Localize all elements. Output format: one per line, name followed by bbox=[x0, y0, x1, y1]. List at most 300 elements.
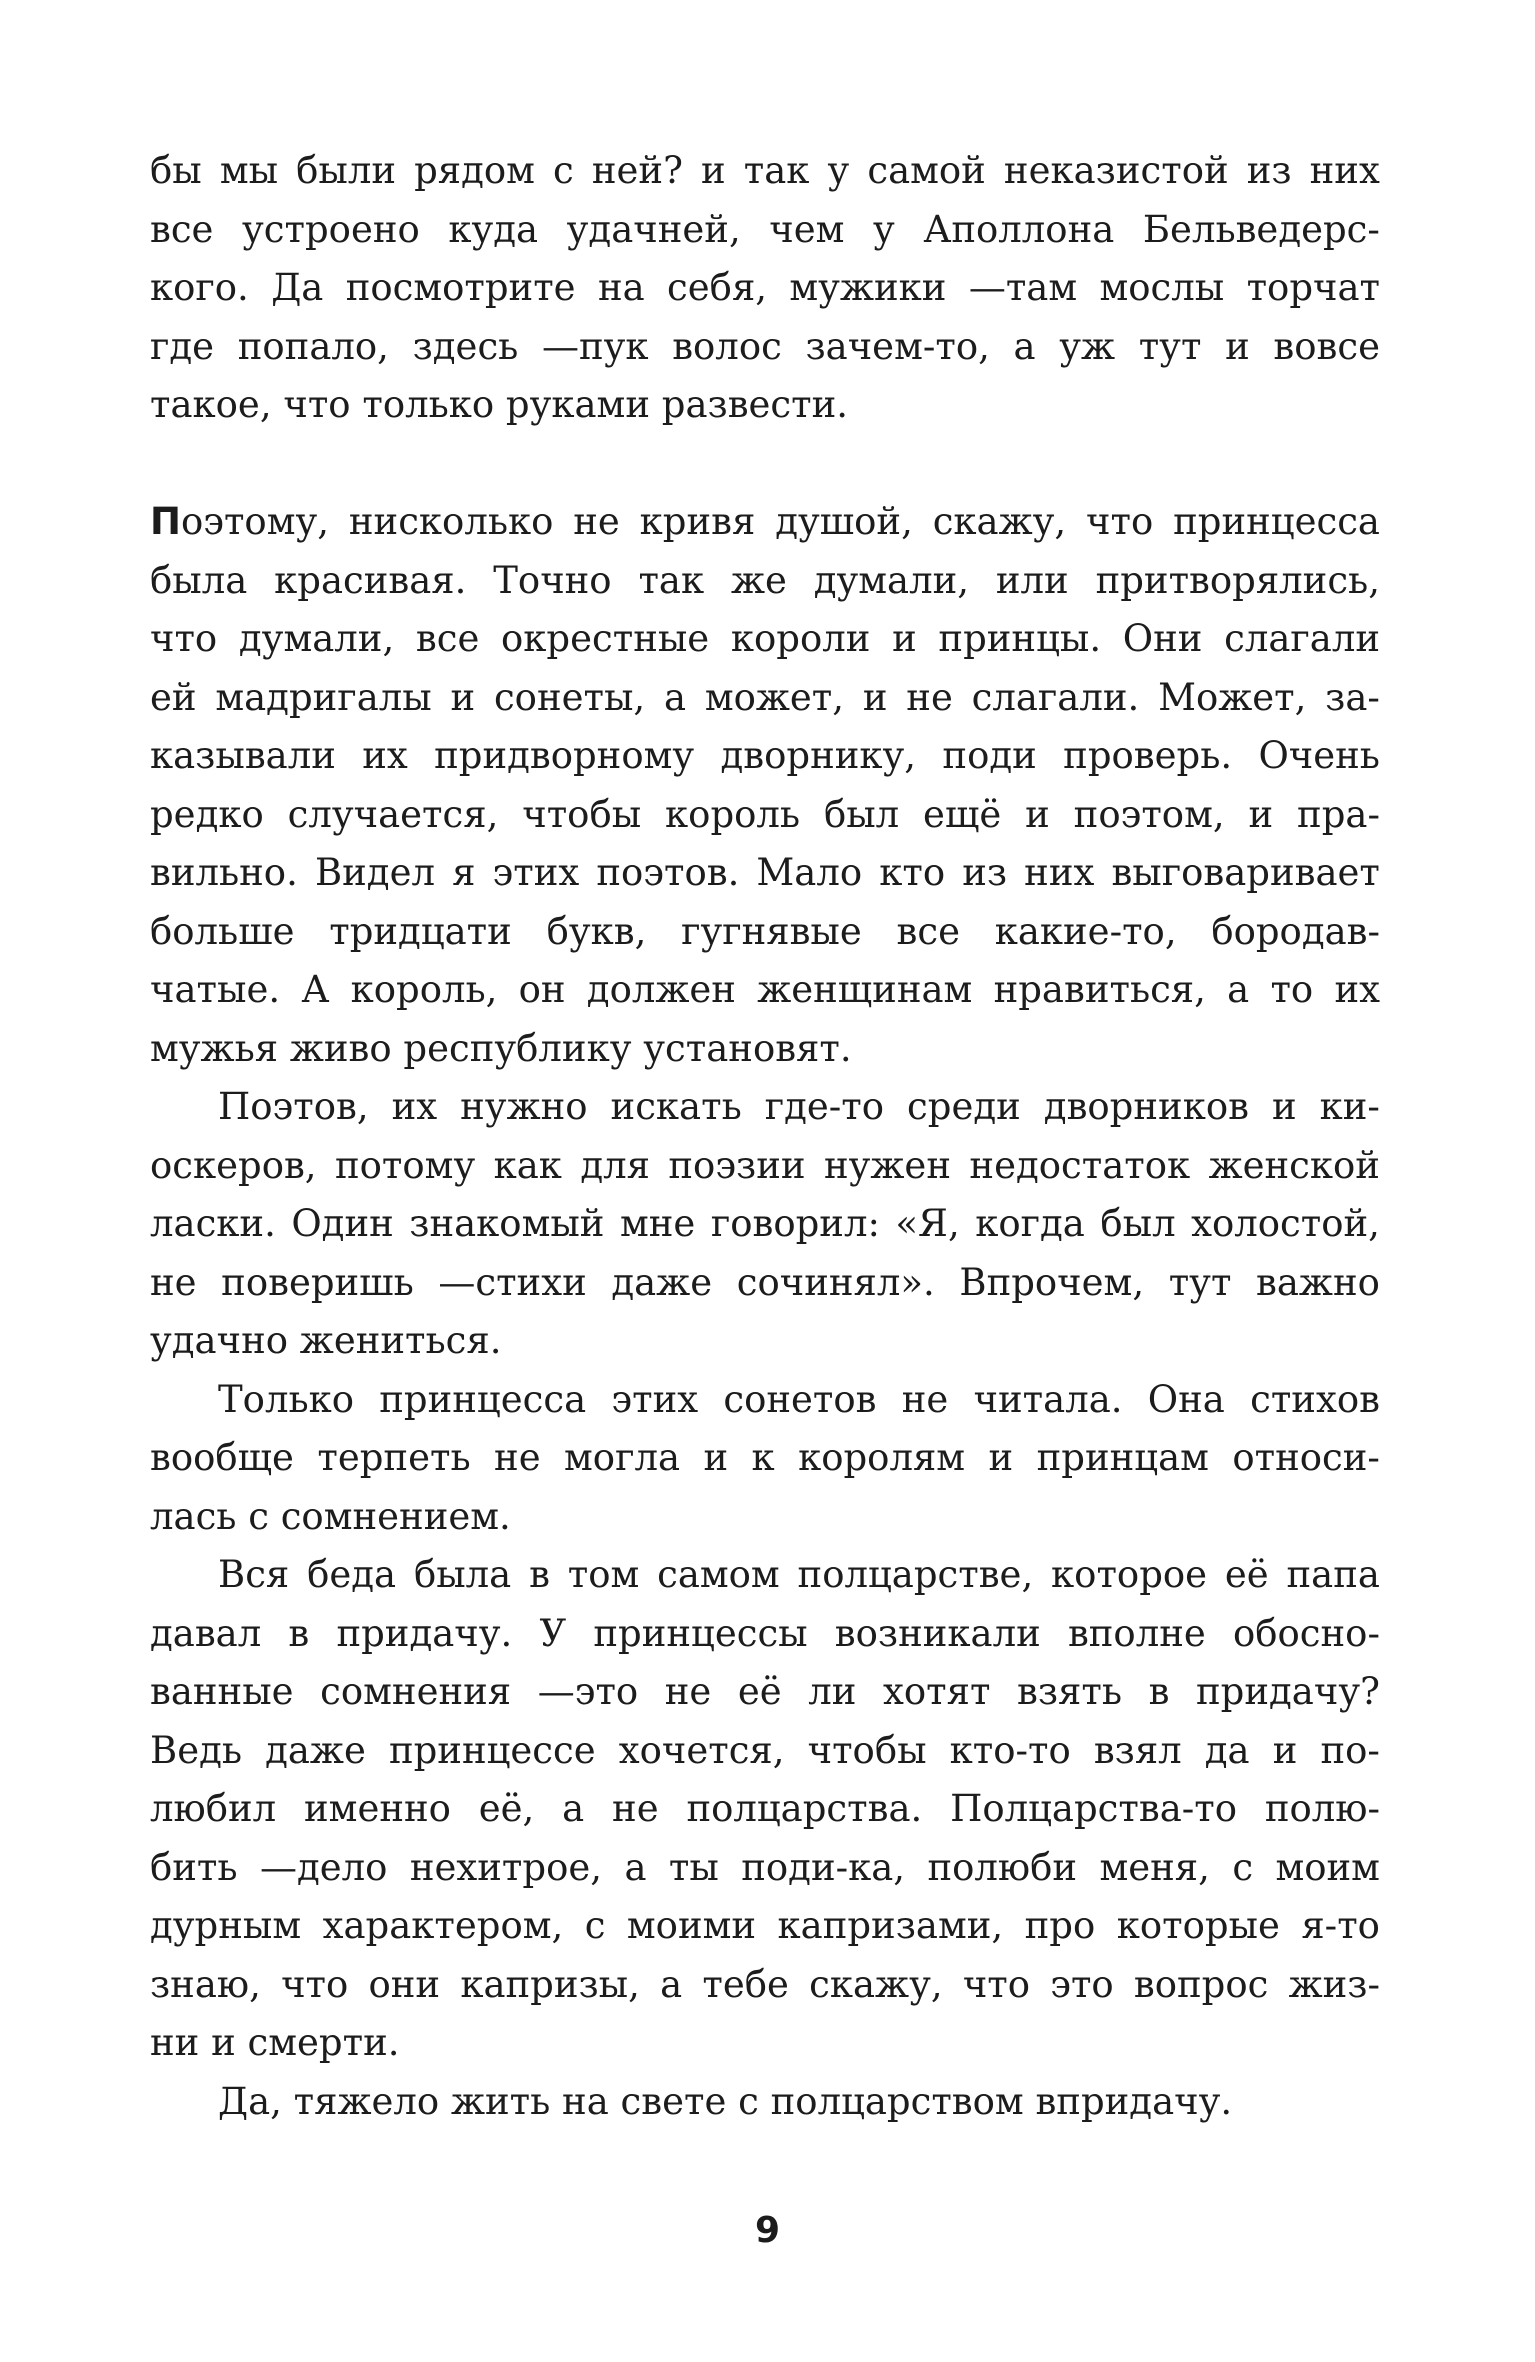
text-line bbox=[150, 1371, 1380, 1430]
text-line bbox=[150, 1839, 1380, 1898]
word: вполне bbox=[1067, 1611, 1206, 1655]
word: себя, bbox=[667, 266, 768, 309]
word: то bbox=[1270, 968, 1314, 1011]
word: я bbox=[452, 851, 476, 894]
word: дурным bbox=[150, 1904, 302, 1947]
word: кто-то bbox=[949, 1728, 1071, 1772]
word: а bbox=[624, 1845, 647, 1889]
text-line bbox=[150, 259, 1380, 318]
word: кого. bbox=[150, 266, 249, 309]
word: А bbox=[301, 968, 330, 1011]
word: где bbox=[150, 324, 215, 368]
word: и bbox=[988, 1436, 1014, 1479]
word: был bbox=[1100, 1202, 1176, 1245]
word: лась bbox=[150, 1494, 237, 1538]
word: Вся bbox=[218, 1553, 290, 1596]
word: бы bbox=[150, 149, 202, 192]
word: важно bbox=[1256, 1260, 1380, 1304]
word: что bbox=[150, 617, 218, 660]
text-line bbox=[150, 2014, 1380, 2073]
word: нравиться, bbox=[993, 968, 1206, 1011]
word: такое, bbox=[150, 383, 272, 426]
word: а bbox=[1227, 968, 1250, 1011]
word: не bbox=[150, 1260, 197, 1304]
word: выговаривает bbox=[1111, 851, 1380, 894]
word: нужен bbox=[823, 1143, 951, 1187]
word: поэзии bbox=[668, 1143, 806, 1187]
word: нисколько bbox=[348, 500, 554, 543]
word: взять bbox=[1017, 1670, 1123, 1713]
word: —дело bbox=[259, 1845, 388, 1889]
word: нужно bbox=[460, 1085, 588, 1128]
word: —это bbox=[537, 1670, 639, 1713]
word: рядом bbox=[414, 149, 535, 192]
word: у bbox=[872, 207, 895, 251]
word: редко bbox=[150, 792, 264, 836]
word: кривя bbox=[639, 500, 756, 543]
word: удачно bbox=[150, 1319, 289, 1362]
word: недостаток bbox=[969, 1143, 1191, 1187]
initial-letter: П bbox=[150, 500, 181, 543]
word: даже bbox=[265, 1728, 366, 1772]
word: не bbox=[612, 1787, 659, 1830]
word: с bbox=[1232, 1845, 1254, 1889]
word: Впрочем, bbox=[959, 1260, 1145, 1304]
word: Видел bbox=[314, 851, 435, 894]
word: удачней, bbox=[566, 207, 741, 251]
word: Может, bbox=[1158, 675, 1307, 719]
text-line bbox=[150, 1546, 1380, 1605]
word: казывали bbox=[150, 734, 336, 777]
word: Мало bbox=[756, 851, 863, 894]
text-line bbox=[150, 1605, 1380, 1664]
paragraph bbox=[150, 2073, 1380, 2132]
word: искать bbox=[610, 1085, 742, 1128]
word: или bbox=[995, 558, 1069, 602]
word: принцам bbox=[1036, 1436, 1209, 1479]
word: среди bbox=[907, 1085, 1021, 1128]
paragraph bbox=[150, 142, 1380, 435]
word: ванные bbox=[150, 1670, 294, 1713]
word: а bbox=[660, 1962, 683, 2006]
word: бить bbox=[150, 1845, 238, 1889]
word: король, bbox=[350, 968, 498, 1011]
word: гугнявые bbox=[681, 909, 862, 953]
word: да bbox=[1204, 1728, 1250, 1772]
word: женской bbox=[1208, 1143, 1380, 1187]
word: относи- bbox=[1232, 1436, 1380, 1479]
word: скажу, bbox=[809, 1962, 943, 2006]
word: и bbox=[450, 675, 476, 719]
word: потому bbox=[334, 1143, 476, 1187]
word: именно bbox=[304, 1787, 451, 1830]
text-line bbox=[150, 727, 1380, 786]
word: сомнением. bbox=[280, 1494, 511, 1538]
word: могла bbox=[564, 1436, 681, 1479]
word: Она bbox=[1147, 1377, 1225, 1421]
word: хотят bbox=[883, 1670, 991, 1713]
word: букв, bbox=[546, 909, 647, 953]
word: ни bbox=[150, 2021, 200, 2064]
word: сомнения bbox=[320, 1670, 512, 1713]
word: зачем-то, bbox=[805, 324, 990, 368]
word: даже bbox=[611, 1260, 713, 1304]
word: он bbox=[518, 968, 566, 1011]
word: читала. bbox=[973, 1377, 1123, 1421]
word: развести. bbox=[661, 383, 849, 426]
word: была bbox=[413, 1553, 512, 1596]
word: а bbox=[1013, 324, 1036, 368]
text-line bbox=[150, 1078, 1380, 1137]
paragraph bbox=[150, 1371, 1380, 1547]
word: Аполлона bbox=[923, 207, 1115, 251]
word: и bbox=[1225, 324, 1250, 368]
word: что bbox=[1086, 500, 1154, 543]
paragraph bbox=[150, 1078, 1380, 1371]
word: принцы. bbox=[938, 617, 1102, 660]
word: «Я, bbox=[895, 1202, 960, 1245]
word: поверишь bbox=[221, 1260, 414, 1304]
word: папа bbox=[1286, 1553, 1380, 1596]
word: в bbox=[1148, 1670, 1170, 1713]
word: ей bbox=[150, 675, 197, 719]
word: за- bbox=[1325, 675, 1380, 719]
word: полцарства. bbox=[686, 1787, 923, 1830]
word: не bbox=[906, 675, 953, 719]
word: руками bbox=[505, 383, 650, 426]
word: мадригалы bbox=[215, 675, 432, 719]
word: её bbox=[737, 1670, 782, 1713]
text-line bbox=[150, 552, 1380, 611]
word: думали, bbox=[813, 558, 970, 602]
word: поди-ка, bbox=[741, 1845, 906, 1889]
word: обосно- bbox=[1232, 1611, 1380, 1655]
word: Точно bbox=[493, 558, 612, 602]
word: может, bbox=[704, 675, 845, 719]
text-line bbox=[150, 1020, 1380, 1079]
word: ли bbox=[808, 1670, 857, 1713]
word: меня, bbox=[1099, 1845, 1210, 1889]
word: тридцати bbox=[329, 909, 512, 953]
word: не bbox=[901, 1377, 949, 1421]
text-line bbox=[150, 961, 1380, 1020]
word: живо bbox=[289, 1026, 392, 1070]
word: и bbox=[1248, 792, 1274, 836]
paragraph bbox=[150, 1546, 1380, 2073]
word: чтобы bbox=[807, 1728, 927, 1772]
word: торчат bbox=[1246, 266, 1380, 309]
word: ней? bbox=[591, 149, 683, 192]
word: к bbox=[751, 1436, 775, 1479]
word: говорил: bbox=[710, 1202, 880, 1245]
text-line bbox=[150, 786, 1380, 845]
text-line bbox=[150, 1956, 1380, 2015]
word: волос bbox=[672, 324, 782, 368]
word: этих bbox=[492, 851, 580, 894]
word: женщинам bbox=[757, 968, 973, 1011]
text-line bbox=[150, 669, 1380, 728]
word: Очень bbox=[1258, 734, 1380, 777]
word: мослы bbox=[1099, 266, 1225, 309]
word: из bbox=[1246, 149, 1292, 192]
word: как bbox=[493, 1143, 562, 1187]
word: которые bbox=[1116, 1904, 1280, 1947]
word: самой bbox=[867, 149, 986, 192]
word: и bbox=[211, 2021, 236, 2064]
word: по- bbox=[1320, 1728, 1380, 1772]
word: из bbox=[962, 851, 1008, 894]
word: проверь. bbox=[1063, 734, 1233, 777]
text-line bbox=[150, 1663, 1380, 1722]
word: чем bbox=[769, 207, 845, 251]
word: Поэтов, bbox=[218, 1085, 369, 1128]
paragraph-gap bbox=[150, 435, 1380, 494]
text-line bbox=[150, 1488, 1380, 1547]
word: же bbox=[730, 558, 787, 602]
word: вовсе bbox=[1273, 324, 1380, 368]
word: Только bbox=[218, 1377, 355, 1421]
word: стихов bbox=[1250, 1377, 1380, 1421]
word: Полцарства-то bbox=[950, 1787, 1238, 1830]
word: оскеров, bbox=[150, 1143, 317, 1187]
word: королям bbox=[798, 1436, 966, 1479]
word: тяжело bbox=[293, 2079, 440, 2123]
word: и bbox=[1271, 1085, 1297, 1128]
word: республику bbox=[403, 1026, 632, 1070]
word: полцарством bbox=[770, 2079, 1024, 2123]
word: тут bbox=[1168, 1260, 1232, 1304]
word: придачу? bbox=[1196, 1670, 1380, 1713]
page-number: 9 bbox=[754, 2210, 781, 2251]
text-line bbox=[150, 903, 1380, 962]
word: поэтом, bbox=[1073, 792, 1225, 836]
word: и bbox=[862, 675, 888, 719]
word: этих bbox=[611, 1377, 699, 1421]
word: принцессе bbox=[388, 1728, 596, 1772]
text-line bbox=[150, 1254, 1380, 1313]
text-line bbox=[150, 2073, 1380, 2132]
word: попало, bbox=[237, 324, 389, 368]
word: думали, bbox=[238, 617, 395, 660]
word: что bbox=[283, 383, 351, 426]
word: капризы, bbox=[460, 1962, 640, 2006]
word: здесь bbox=[412, 324, 519, 368]
text-line bbox=[150, 1722, 1380, 1781]
word: я-то bbox=[1301, 1904, 1380, 1947]
text-line bbox=[150, 844, 1380, 903]
word: давал bbox=[150, 1611, 262, 1655]
word: полю- bbox=[1264, 1787, 1380, 1830]
word: беда bbox=[307, 1553, 397, 1596]
word: короли bbox=[730, 617, 871, 660]
word: они bbox=[368, 1962, 441, 2006]
word: посмотрите bbox=[345, 266, 576, 309]
paragraph bbox=[150, 493, 1380, 1078]
text-line bbox=[150, 1137, 1380, 1196]
word: и bbox=[1025, 792, 1050, 836]
word: её, bbox=[478, 1787, 535, 1830]
word: а bbox=[562, 1787, 585, 1830]
text-line bbox=[150, 1195, 1380, 1254]
word: знакомый bbox=[409, 1202, 605, 1245]
word: Они bbox=[1122, 617, 1203, 660]
word: чтобы bbox=[522, 792, 642, 836]
word: не bbox=[494, 1436, 541, 1479]
text-line bbox=[150, 1429, 1380, 1488]
word: вообще bbox=[150, 1436, 294, 1479]
word: был bbox=[823, 792, 900, 836]
word: моим bbox=[1275, 1845, 1380, 1889]
text-line bbox=[150, 1780, 1380, 1839]
word: какие-то, bbox=[994, 909, 1177, 953]
word: больше bbox=[150, 909, 295, 953]
word: принцесса bbox=[1173, 500, 1380, 543]
word: окрестные bbox=[501, 617, 710, 660]
word: мужья bbox=[150, 1026, 279, 1070]
word: на bbox=[562, 2079, 609, 2123]
word: нехитрое, bbox=[409, 1845, 603, 1889]
word: пра- bbox=[1297, 792, 1380, 836]
word: про bbox=[1024, 1904, 1096, 1947]
text-line bbox=[150, 201, 1380, 260]
word: в bbox=[288, 1611, 310, 1655]
word: на bbox=[597, 266, 645, 309]
word: характером, bbox=[322, 1904, 564, 1947]
word: все bbox=[896, 909, 960, 953]
text-line bbox=[150, 1312, 1380, 1371]
word: с bbox=[584, 1904, 606, 1947]
word: дворнику, bbox=[720, 734, 917, 777]
word: была bbox=[150, 558, 248, 602]
word: самом bbox=[657, 1553, 780, 1596]
word: поди bbox=[942, 734, 1037, 777]
word: чатые. bbox=[150, 968, 281, 1011]
word: полюби bbox=[927, 1845, 1078, 1889]
text-line bbox=[150, 376, 1380, 435]
word: принцессы bbox=[593, 1611, 808, 1655]
word: Ведь bbox=[150, 1728, 243, 1772]
word: терпеть bbox=[317, 1436, 471, 1479]
word: душой, bbox=[775, 500, 913, 543]
word: скажу, bbox=[932, 500, 1067, 543]
word: что bbox=[281, 1962, 349, 2006]
body-text bbox=[150, 142, 1380, 2131]
word: только bbox=[362, 383, 495, 426]
word: взял bbox=[1093, 1728, 1182, 1772]
word: ты bbox=[668, 1845, 719, 1889]
word: знаю, bbox=[150, 1962, 261, 2006]
word: и bbox=[1272, 1728, 1298, 1772]
word: Бельведерс- bbox=[1142, 207, 1380, 251]
word: не bbox=[573, 500, 620, 543]
word: их bbox=[391, 1085, 438, 1128]
word: кто bbox=[879, 851, 946, 894]
word: них bbox=[1024, 851, 1095, 894]
word: слагали. bbox=[971, 675, 1140, 719]
text-line bbox=[150, 142, 1380, 201]
word: это bbox=[1050, 1962, 1114, 2006]
word: впридачу. bbox=[1035, 2079, 1233, 2123]
word: том bbox=[567, 1553, 640, 1596]
word: любил bbox=[150, 1787, 277, 1830]
text-line bbox=[150, 1897, 1380, 1956]
word: бородав- bbox=[1211, 909, 1380, 953]
word: моими bbox=[626, 1904, 757, 1947]
word: которое bbox=[1051, 1553, 1208, 1596]
word: а bbox=[663, 675, 687, 719]
word: и bbox=[703, 1436, 729, 1479]
word: её bbox=[1224, 1553, 1269, 1596]
word: для bbox=[580, 1143, 650, 1187]
word: Поэтому, bbox=[150, 500, 330, 543]
word: и bbox=[701, 149, 726, 192]
word: слагали bbox=[1224, 617, 1380, 660]
text-line bbox=[150, 318, 1380, 377]
word: Да, bbox=[218, 2079, 282, 2123]
word: притворялись, bbox=[1095, 558, 1380, 602]
word: тебе bbox=[702, 1962, 789, 2006]
word: так bbox=[638, 558, 705, 602]
word: случается, bbox=[287, 792, 499, 836]
word: жить bbox=[450, 2079, 551, 2123]
word: куда bbox=[448, 207, 539, 251]
word: неказистой bbox=[1003, 149, 1229, 192]
word: тут bbox=[1138, 324, 1202, 368]
word: придворному bbox=[434, 734, 695, 777]
word: все bbox=[150, 207, 214, 251]
word: все bbox=[415, 617, 480, 660]
word: —стихи bbox=[438, 1260, 587, 1304]
word: установят. bbox=[643, 1026, 852, 1070]
word: должен bbox=[586, 968, 736, 1011]
text-line bbox=[150, 610, 1380, 669]
word: придачу. bbox=[336, 1611, 513, 1655]
word: уж bbox=[1059, 324, 1116, 368]
word: возникали bbox=[834, 1611, 1041, 1655]
word: были bbox=[296, 149, 397, 192]
word: их bbox=[362, 734, 408, 777]
word: у bbox=[827, 149, 850, 192]
word: хочется, bbox=[618, 1728, 785, 1772]
word: смерти. bbox=[247, 2021, 400, 2064]
word: что bbox=[962, 1962, 1031, 2006]
word: мне bbox=[619, 1202, 696, 1245]
word: Да bbox=[271, 266, 324, 309]
word: вильно. bbox=[150, 851, 298, 894]
word: король bbox=[665, 792, 801, 836]
word: мы bbox=[219, 149, 279, 192]
word: вопрос bbox=[1133, 1962, 1269, 2006]
word: свете bbox=[620, 2079, 727, 2123]
word: с bbox=[738, 2079, 759, 2123]
word: —пук bbox=[541, 324, 649, 368]
word: Один bbox=[291, 1202, 394, 1245]
word: где-то bbox=[764, 1085, 885, 1128]
word: с bbox=[248, 1494, 269, 1538]
word: полцарстве, bbox=[797, 1553, 1034, 1596]
word: У bbox=[539, 1611, 567, 1655]
word: поэтов. bbox=[596, 851, 740, 894]
word: жиз- bbox=[1288, 1962, 1380, 2006]
word: мужики bbox=[789, 266, 947, 309]
word: принцесса bbox=[379, 1377, 587, 1421]
word: сонеты, bbox=[493, 675, 646, 719]
word: жениться. bbox=[299, 1319, 502, 1362]
word: когда bbox=[975, 1202, 1085, 1245]
word: не bbox=[664, 1670, 712, 1713]
word: и bbox=[892, 617, 917, 660]
word: ещё bbox=[923, 792, 1002, 836]
